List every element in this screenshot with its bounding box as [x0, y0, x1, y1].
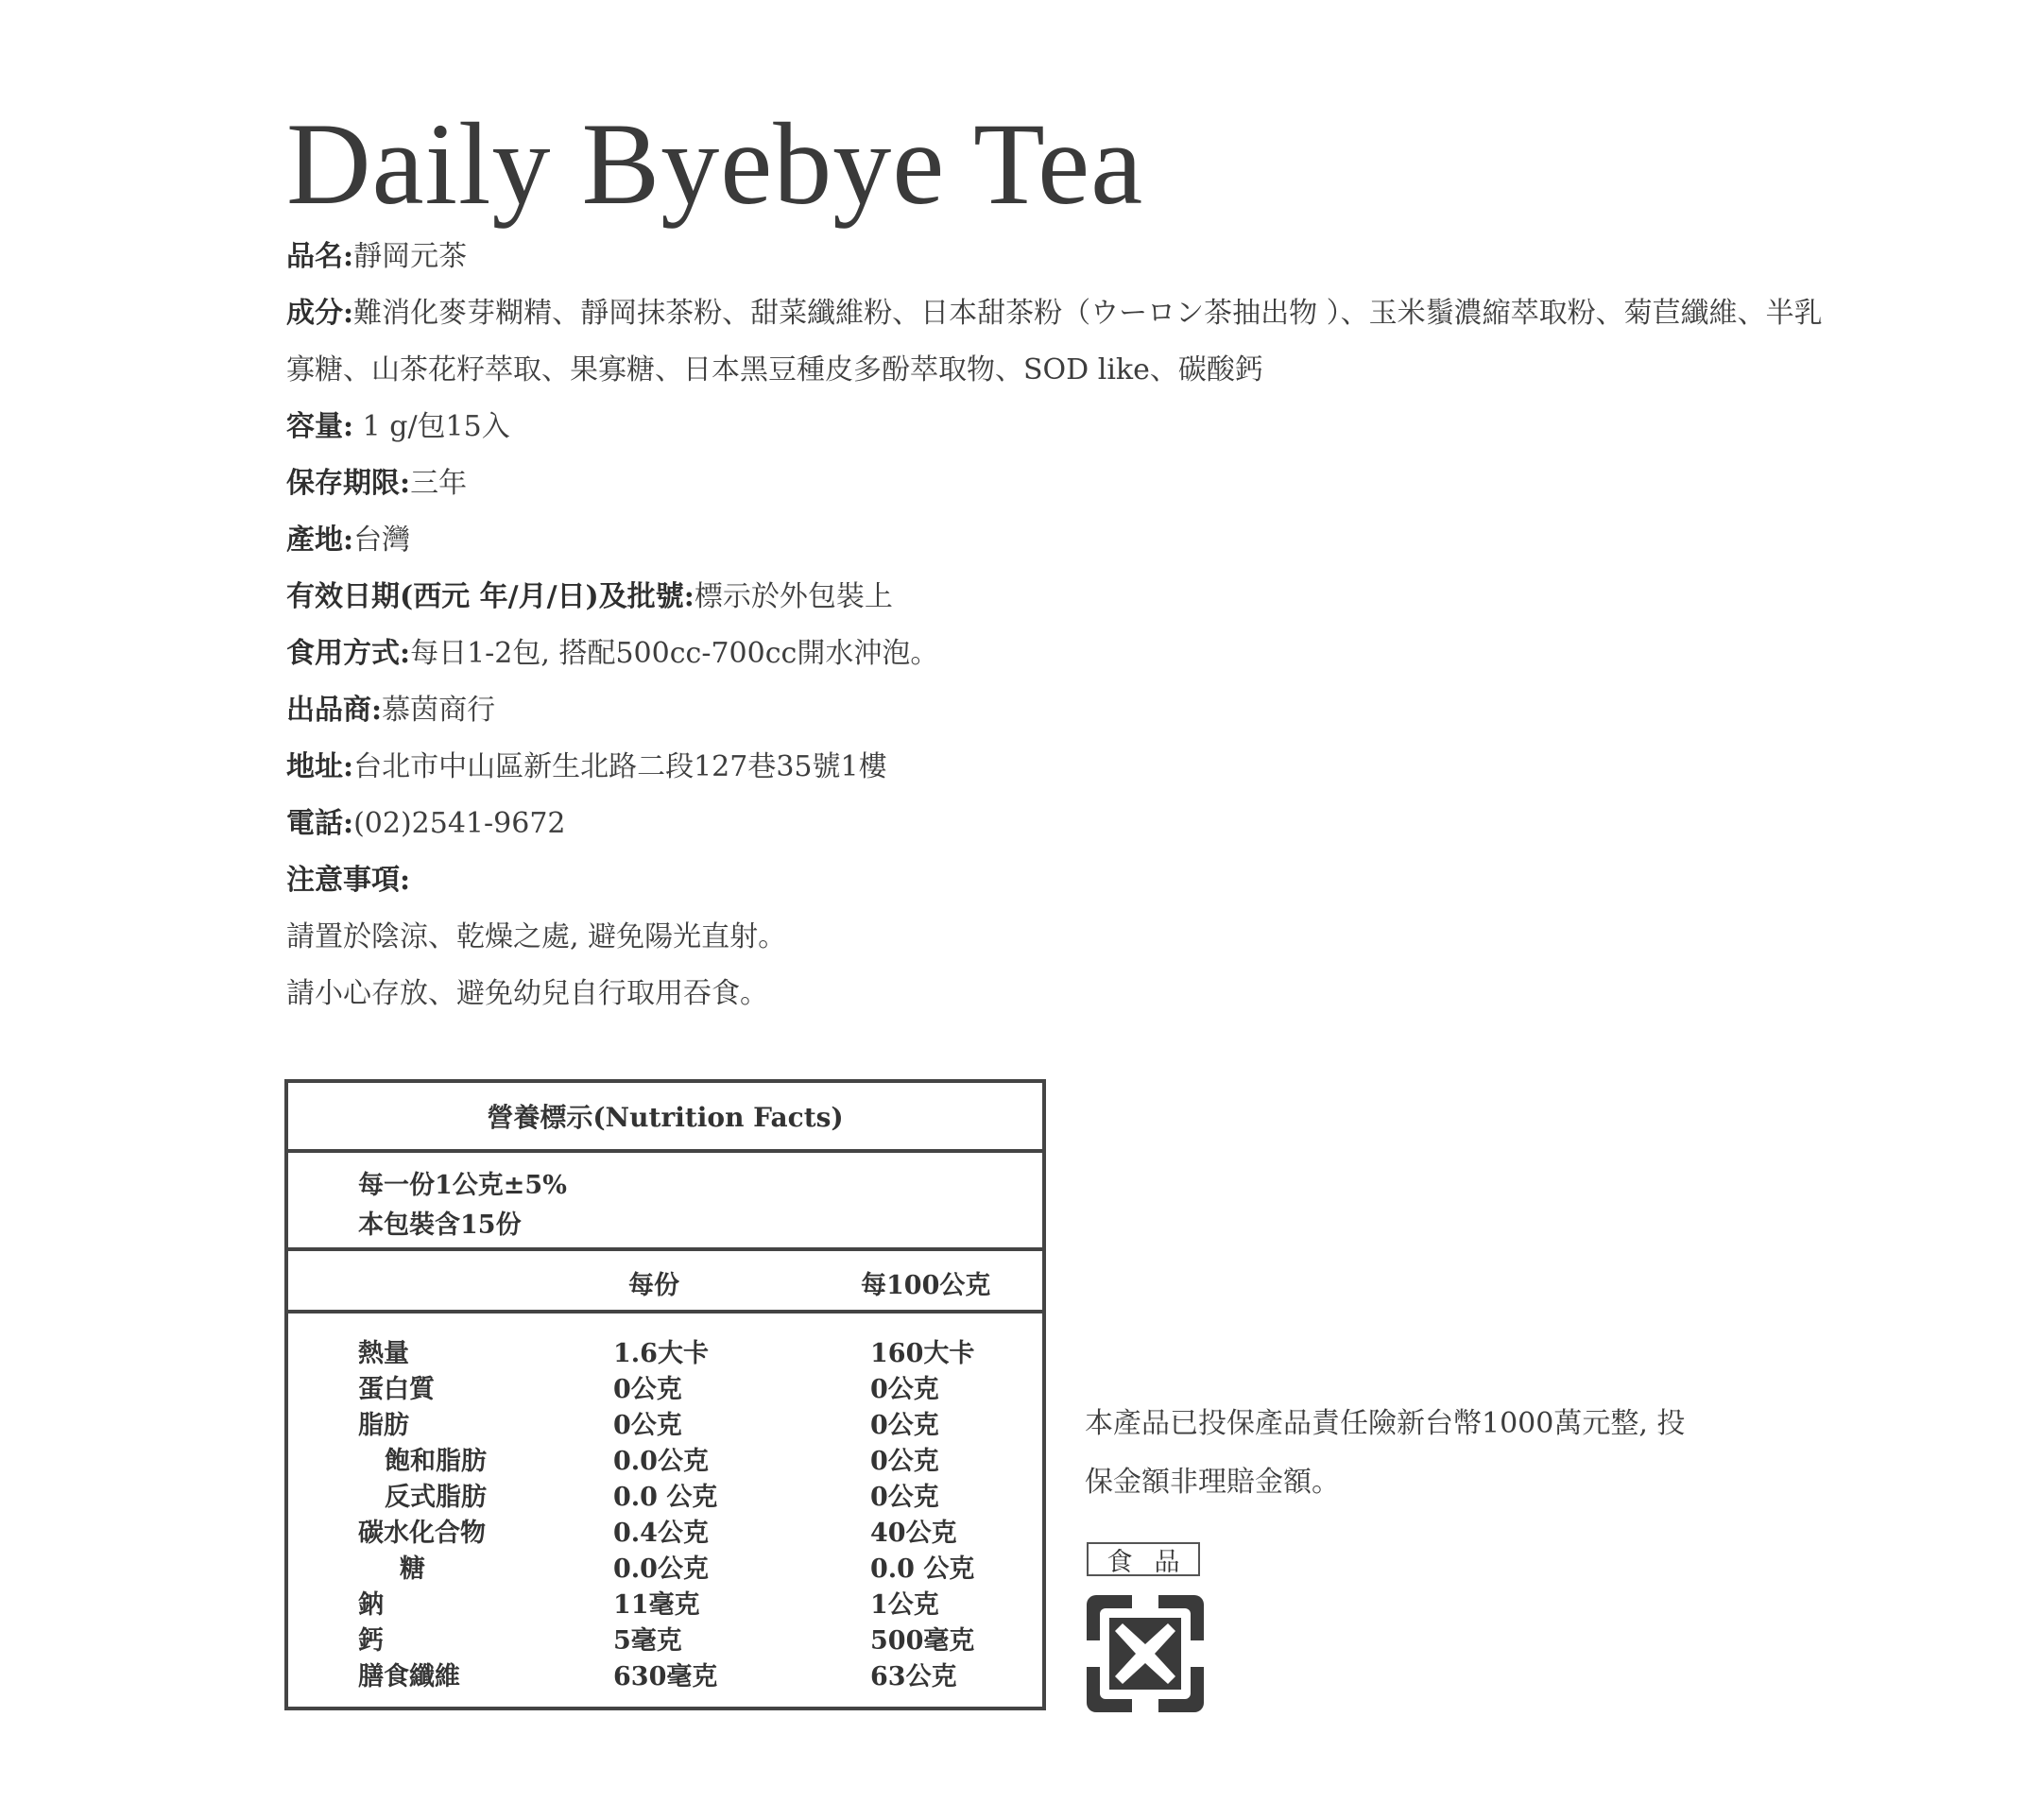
servings-per-pack: 本包裝含15份 — [358, 1210, 522, 1240]
info-line-address: 地址:台北市中山區新生北路二段127巷35號1樓 — [286, 750, 887, 783]
nutrition-row: 反式脂肪 0.0 公克 0公克 — [385, 1483, 939, 1512]
info-line-shelf-life: 保存期限:三年 — [286, 467, 468, 500]
nutrition-row: 鈉 11毫克 1公克 — [358, 1590, 939, 1620]
insurance-note — [1085, 1395, 1746, 1512]
nutrition-serving — [288, 1153, 1042, 1251]
info-line-phone: 電話:(02)2541-9672 — [286, 807, 566, 840]
info-line-ingredients-cont: 寡糖、山茶花籽萃取、果寡糖、日本黑豆種皮多酚萃取物、SOD like、碳酸鈣 — [286, 353, 1263, 386]
nutrition-row: 飽和脂肪 0.0公克 0公克 — [385, 1447, 939, 1476]
food-label-char-2: 品 — [1154, 1547, 1180, 1577]
recycle-icon — [1087, 1595, 1204, 1712]
info-line-usage: 食用方式:每日1-2包, 搭配500cc-700cc開水沖泡。 — [286, 637, 939, 670]
nutrition-row: 碳水化合物 0.4公克 40公克 — [358, 1519, 957, 1548]
food-label-char-1: 食 — [1106, 1547, 1133, 1577]
info-line-name: 品名:靜岡元茶 — [286, 240, 468, 273]
product-info — [286, 229, 1823, 1022]
info-line-ingredients: 成分:難消化麥芽糊精、靜岡抹茶粉、甜菜纖維粉、日本甜茶粉（ウーロン茶抽出物 ）、玉米鬚濃縮萃取粉、菊苣纖維、半乳 — [286, 297, 1823, 330]
info-line-maker: 出品商:慕茵商行 — [286, 694, 496, 727]
nutrition-row: 脂肪 0公克 0公克 — [358, 1411, 939, 1440]
info-line-note-2: 請小心存放、避免幼兒自行取用吞食。 — [286, 977, 768, 1010]
info-line-expiry: 有效日期(西元 年/月/日)及批號:標示於外包裝上 — [286, 580, 893, 613]
nutrition-row: 鈣 5毫克 500毫克 — [358, 1626, 975, 1656]
nutrition-row: 熱量 1.6大卡 160大卡 — [358, 1339, 975, 1368]
info-line-volume: 容量: 1 g/包15入 — [286, 410, 510, 443]
nutrition-header — [288, 1251, 1042, 1313]
info-line-origin: 產地:台灣 — [286, 524, 411, 557]
nutrition-row: 膳食纖維 630毫克 63公克 — [358, 1662, 957, 1691]
nutrition-rows — [288, 1313, 1042, 1695]
nutrition-title: 營養標示(Nutrition Facts) — [288, 1083, 1042, 1153]
col-per-100g: 每100公克 — [861, 1271, 991, 1300]
nutrition-row: 蛋白質 0公克 0公克 — [358, 1375, 939, 1404]
insurance-line-2: 保金額非理賠金額。 — [1085, 1466, 1340, 1499]
food-label-box — [1087, 1542, 1200, 1576]
insurance-line-1: 本產品已投保產品責任險新台幣1000萬元整, 投 — [1085, 1407, 1686, 1440]
info-line-notes: 注意事項: — [286, 864, 411, 897]
product-title: Daily Byebye Tea — [286, 99, 1144, 229]
col-per-serving: 每份 — [628, 1271, 679, 1300]
nutrition-facts-table — [284, 1079, 1046, 1710]
info-line-note-1: 請置於陰涼、乾燥之處, 避免陽光直射。 — [286, 920, 787, 953]
nutrition-row: 糖 0.0公克 0.0 公克 — [400, 1554, 975, 1584]
serving-size: 每一份1公克±5% — [358, 1171, 567, 1200]
